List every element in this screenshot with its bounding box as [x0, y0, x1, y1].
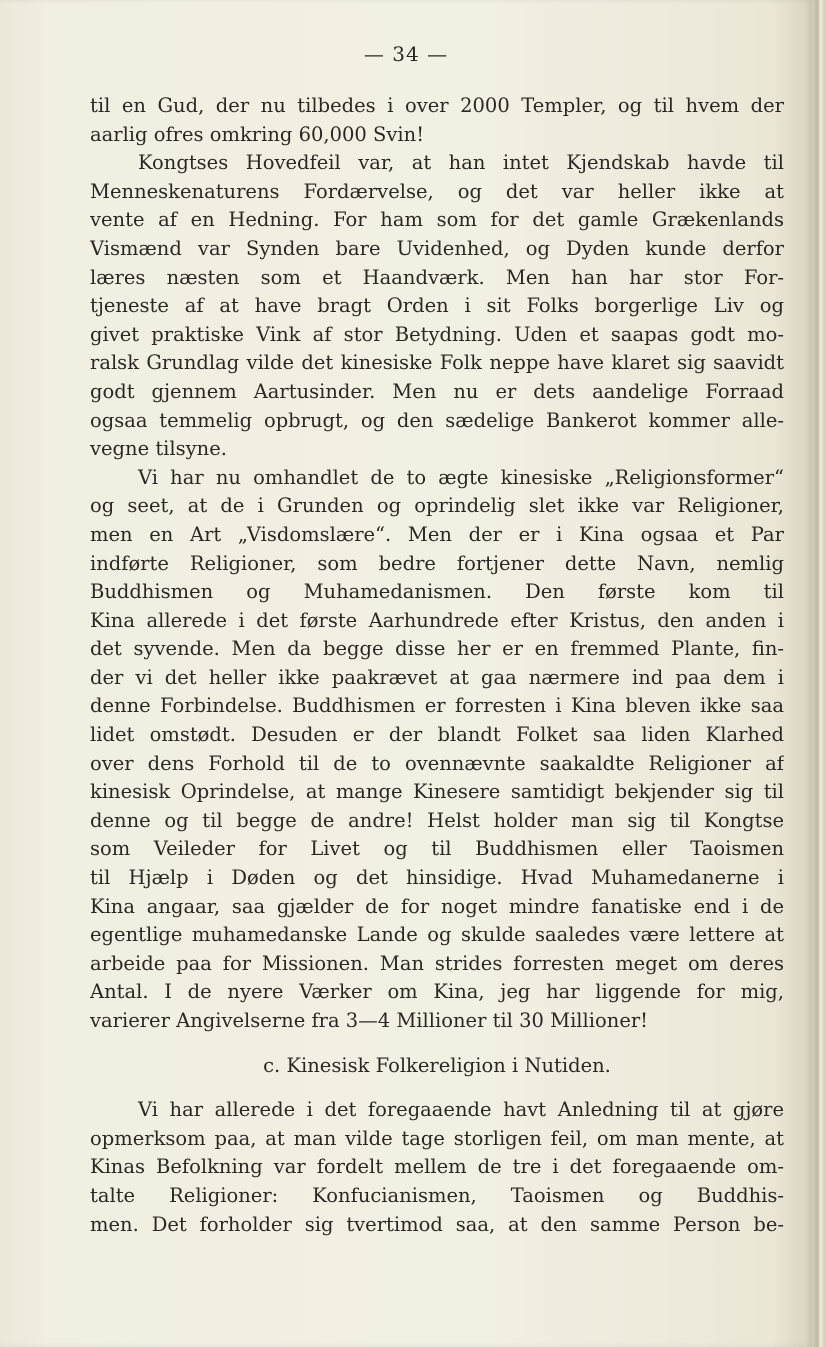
- text-line: vente af en Hedning. For ham som for det gamle Grækenlands: [90, 208, 784, 232]
- text-line: Kinas Befolkning var fordelt mellem de tre i det foregaaende om-: [90, 1155, 784, 1179]
- text-line: Kina allerede i det første Aarhundrede efter Kristus, den anden i: [90, 608, 784, 632]
- text-block-2: [90, 1096, 784, 1239]
- page-number: — 34 —: [363, 42, 449, 66]
- text-line: denne og til begge de andre! Helst holder man sig til Kongtse: [90, 808, 784, 832]
- text-line: tjeneste af at have bragt Orden i sit Folks borgerlige Liv og: [90, 294, 784, 318]
- text-line: Antal. I de nyere Værker om Kina, jeg har liggende for mig,: [90, 980, 784, 1004]
- text-line: ralsk Grundlag vilde det kinesiske Folk neppe have klaret sig saavidt: [90, 351, 784, 375]
- text-line: Kongtses Hovedfeil var, at han intet Kjendskab havde til: [138, 151, 784, 175]
- text-line: Vi har allerede i det foregaaende havt Anledning til at gjøre: [138, 1098, 784, 1122]
- text-line: der vi det heller ikke paakrævet at gaa nærmere ind paa dem i: [90, 665, 784, 689]
- text-line: vegne tilsyne.: [90, 437, 227, 461]
- text-line: men en Art „Visdomslære“. Men der er i Kina ogsaa et Par: [90, 522, 784, 546]
- text-line: men. Det forholder sig tvertimod saa, at den samme Person be-: [90, 1212, 784, 1236]
- text-line: Buddhismen og Muhamedanismen. Den første kom til: [90, 580, 784, 604]
- text-line: godt gjennem Aartusinder. Men nu er dets aandelige Forraad: [90, 379, 784, 403]
- text-line: egentlige muhamedanske Lande og skulde saaledes være lettere at: [90, 923, 784, 947]
- text-line: over dens Forhold til de to ovennævnte saakaldte Religioner af: [90, 751, 784, 775]
- text-line: kinesisk Oprindelse, at mange Kinesere samtidigt bekjender sig til: [90, 780, 784, 804]
- text-line: og seet, at de i Grunden og oprindelig slet ikke var Religioner,: [90, 494, 784, 518]
- text-line: det syvende. Men da begge disse her er en fremmed Plante, fin-: [90, 637, 784, 661]
- text-line: ogsaa temmelig opbrugt, og den sædelige Bankerot kommer alle-: [90, 408, 784, 432]
- text-line: læres næsten som et Haandværk. Men han har stor For-: [90, 265, 784, 289]
- text-line: som Veileder for Livet og til Buddhismen eller Taoismen: [90, 837, 784, 861]
- text-line: til Hjælp i Døden og det hinsidige. Hvad Muhamedanerne i: [90, 866, 784, 890]
- text-line: denne Forbindelse. Buddhismen er forresten i Kina bleven ikke saa: [90, 694, 784, 718]
- text-line: Vismænd var Synden bare Uvidenhed, og Dyden kunde derfor: [90, 236, 784, 260]
- text-line: arbeide paa for Missionen. Man strides forresten meget om deres: [90, 951, 784, 975]
- text-line: Menneskenaturens Fordærvelse, og det var heller ikke at: [90, 179, 784, 203]
- text-line: talte Religioner: Konfucianismen, Taoismen og Buddhis-: [90, 1183, 784, 1207]
- page-edge: [812, 0, 826, 1347]
- text-line: aarlig ofres omkring 60,000 Svin!: [90, 122, 425, 146]
- text-line: til en Gud, der nu tilbedes i over 2000 Templer, og til hvem der: [90, 94, 784, 117]
- text-line: opmerksom paa, at man vilde tage storligen feil, om man mente, at: [90, 1126, 784, 1150]
- text-line: givet praktiske Vink af stor Betydning. Uden et saapas godt mo-: [90, 322, 784, 346]
- text-line: indførte Religioner, som bedre fortjener dette Navn, nemlig: [90, 551, 784, 575]
- body-text: [90, 92, 784, 1239]
- text-line: Kina angaar, saa gjælder de for noget mindre fanatiske end i de: [90, 894, 784, 918]
- text-line: varierer Angivelserne fra 3—4 Millioner til 30 Millioner!: [90, 1009, 649, 1032]
- text-block-1: [90, 92, 784, 1036]
- text-line: lidet omstødt. Desuden er der blandt Folket saa liden Klarhed: [90, 723, 784, 747]
- text-line: Vi har nu omhandlet de to ægte kinesiske „Religionsformer“: [138, 465, 784, 489]
- section-heading: c. Kinesisk Folkereligion i Nutiden.: [263, 1053, 611, 1077]
